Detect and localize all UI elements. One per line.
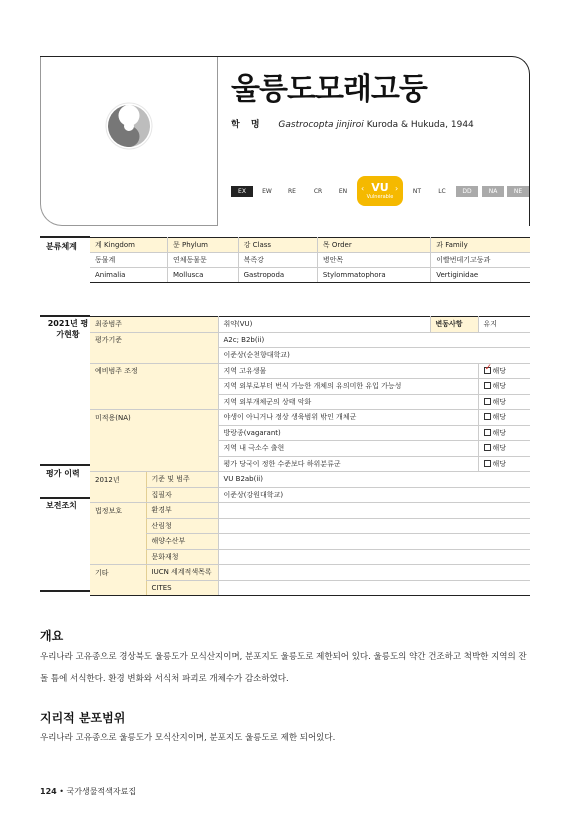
iucn-cat-ne: NE [507,186,529,197]
na-item: 평가 당국이 정한 수준보다 하위분류군 [218,456,478,472]
blank-cell [90,580,146,596]
blank-cell [218,549,530,565]
history-rule [40,464,90,466]
tax-header: 목 Order [317,238,430,253]
protection-label: 보전조치 [46,501,77,510]
checkbox-icon[interactable] [484,460,491,467]
adjust-item: 지역 외부로부터 번식 가능한 개체의 유의미한 유입 가능성 [218,379,478,395]
footer-book-title: 국가생물적색자료집 [66,787,137,796]
history-label: 평가 이력 [46,469,80,478]
iucn-cat-nt: NT [406,186,428,197]
agency: 환경부 [146,503,218,519]
crit-label: 기준 및 범주 [146,472,218,488]
sci-binomial: Gastrocopta jinjiroi [278,120,364,130]
scientific-name [231,117,474,130]
vu-code: VU [371,181,389,194]
other-label: 기타 [90,565,146,581]
na-check[interactable] [478,410,530,426]
tax-latin: Vertiginidae [431,268,530,283]
adjust-check[interactable] [478,394,530,410]
blank-cell [90,348,218,364]
check-label: 해당 [492,382,507,391]
blank-cell [90,518,146,534]
adjust-check[interactable] [478,379,530,395]
blank-cell [90,425,218,441]
tax-header: 강 Class [238,238,317,253]
check-label: 해당 [492,444,507,453]
assessor-value: 이준상(순천향대학교) [218,348,530,364]
iucn-cat-na: NA [482,186,504,197]
footer-bullet: • [59,787,67,796]
tax-korean: 동물계 [90,253,167,268]
sci-author: Kuroda & Hukuda, 1944 [366,120,474,130]
overview-text: 우리나라 고유종으로 경상북도 울릉도가 모식산지이며, 분포지도 울릉도로 제한되어 있다. 울릉도의 약간 건조하고 척박한 지역의 잔돌 틈에 서식한다. 환경 변화와 서식처 파괴로 개체수가 감소하였다. [40,652,527,684]
change-value: 유지 [478,317,530,333]
iucn-cat-ex: EX [231,186,253,197]
blank-cell [90,487,146,503]
checkbox-icon[interactable] [484,398,491,405]
check-label: 해당 [492,459,507,468]
page-footer [40,786,136,797]
checkbox-checked-icon[interactable] [484,367,491,374]
check-label: 해당 [492,397,507,406]
adjust-label: 예비범주 조정 [90,363,218,379]
iucn-cat-lc: LC [431,186,453,197]
writer-label: 집필자 [146,487,218,503]
blank-cell [218,534,530,550]
adjust-check[interactable] [478,363,530,379]
species-title: 울릉도모래고둥 [231,72,427,107]
chevron-left-icon: ‹ [361,184,365,193]
iucn-cat-ew: EW [256,186,278,197]
blank-cell [218,565,530,581]
iucn-cat-cr: CR [307,186,329,197]
checkbox-icon[interactable] [484,444,491,451]
final-cat-label: 최종범주 [90,317,218,333]
agency: 문화재청 [146,549,218,565]
final-cat-value: 취약(VU) [218,317,430,333]
tax-header: 문 Phylum [167,238,238,253]
taegeuk-emblem-icon [104,101,154,151]
eval-rule [40,315,90,317]
tax-header: 계 Kingdom [90,238,167,253]
tax-korean: 이빨번데기고둥과 [431,253,530,268]
criteria-value: A2c; B2b(ii) [218,332,530,348]
page-number: 124 [40,787,57,796]
agency: 해양수산부 [146,534,218,550]
criteria-label: 평가기준 [90,332,218,348]
blank-cell [90,394,218,410]
tax-latin: Gastropoda [238,268,317,283]
blank-cell [218,503,530,519]
other-item: CITES [146,580,218,596]
iucn-cat-dd: DD [456,186,478,197]
agency: 산림청 [146,518,218,534]
na-label: 미적용(NA) [90,410,218,426]
iucn-category-bar [231,176,531,206]
change-label: 변동사항 [430,317,478,333]
writer-value: 이준상(강원대학교) [218,487,530,503]
vu-name: Vulnerable [366,194,394,200]
check-label: 해당 [492,413,507,422]
blank-cell [90,379,218,395]
blank-cell [218,580,530,596]
evaluation-table [90,316,530,596]
distribution-text: 우리나라 고유종으로 울릉도가 모식산지이며, 분포지도 울릉도로 제한 되어있다. [40,733,336,743]
blank-cell [218,518,530,534]
na-check[interactable] [478,441,530,457]
overview-heading: 개요 [40,629,64,643]
na-item: 방랑종(vagarant) [218,425,478,441]
tax-korean: 복족강 [238,253,317,268]
tax-korean: 연체동물문 [167,253,238,268]
blank-cell [90,534,146,550]
eval-status-label: 2021년 평가현황 [47,319,89,340]
protection-rule [40,497,90,499]
tax-latin: Mollusca [167,268,238,283]
na-item: 지역 내 극소수 출현 [218,441,478,457]
checkbox-icon[interactable] [484,413,491,420]
iucn-cat-re: RE [281,186,303,197]
taxonomy-label: 분류체계 [46,242,77,251]
checkbox-icon[interactable] [484,382,491,389]
adjust-item: 지역 고유생물 [218,363,478,379]
other-item: IUCN 세계적색목록 [146,565,218,581]
tax-korean: 병안목 [317,253,430,268]
blank-cell [90,456,218,472]
taxonomy-rule [40,236,90,238]
chevron-right-icon: › [395,184,399,193]
na-check[interactable] [478,456,530,472]
checkbox-icon[interactable] [484,429,491,436]
adjust-item: 지역 외부개체군의 상태 악화 [218,394,478,410]
tax-latin: Stylommatophora [317,268,430,283]
na-item: 야생이 아니거나 정상 생육범위 밖인 개체군 [218,410,478,426]
tax-latin: Animalia [90,268,167,283]
tax-header: 과 Family [431,238,530,253]
check-label: 해당 [492,428,507,437]
iucn-cat-en: EN [332,186,354,197]
blank-cell [90,441,218,457]
crit-value: VU B2ab(ii) [218,472,530,488]
sci-name-label: 학 명 [231,120,264,130]
history-year: 2012년 [90,472,146,488]
na-check[interactable] [478,425,530,441]
check-label: 해당 [492,366,507,375]
blank-cell [90,549,146,565]
table-end-rule [40,590,90,592]
legal-label: 법정보호 [90,503,146,519]
distribution-heading: 지리적 분포범위 [40,711,126,725]
taxonomy-table [90,237,530,283]
